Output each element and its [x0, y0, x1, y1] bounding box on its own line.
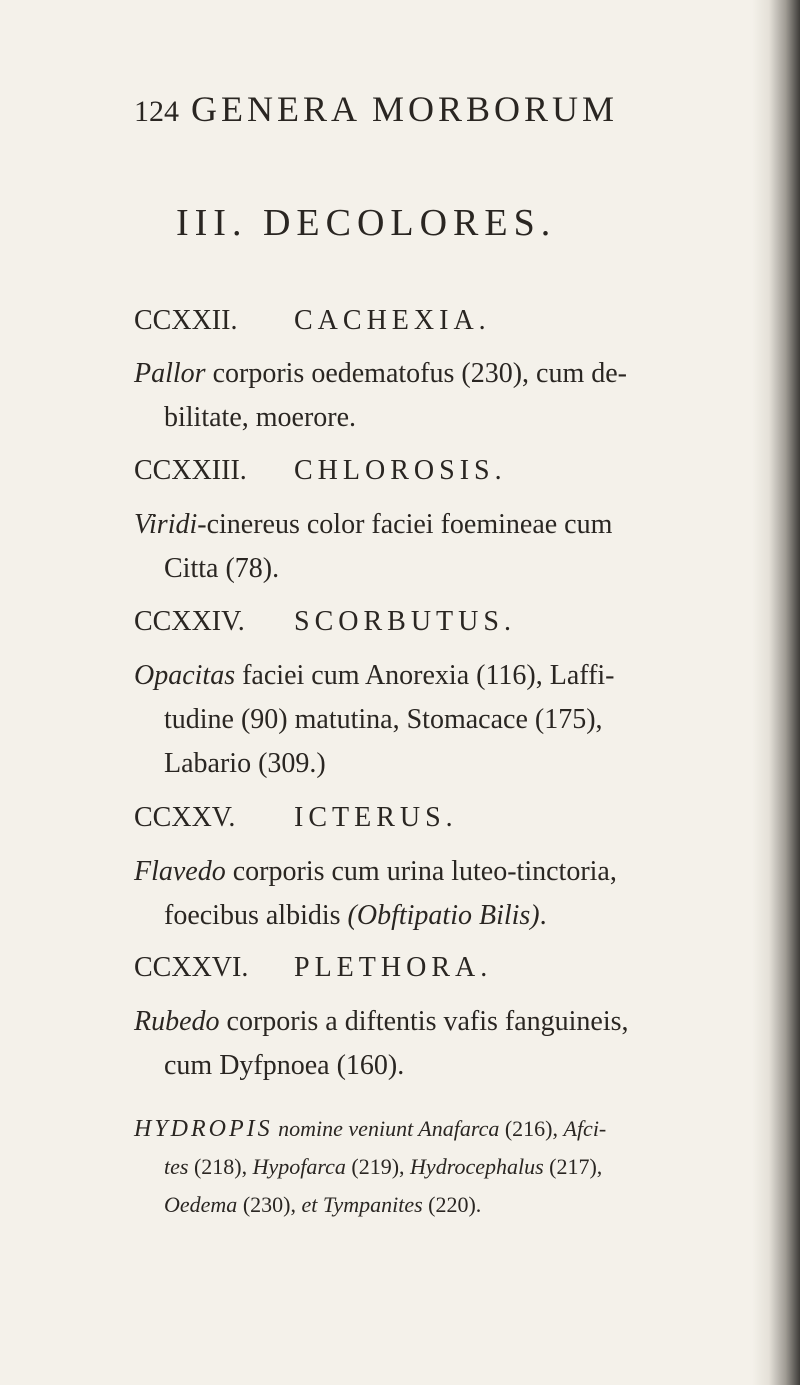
- entry-description: [134, 850, 774, 938]
- entry-text-continued: cum Dyfpnoea (160).: [164, 1050, 405, 1081]
- note-line: [134, 1148, 774, 1186]
- entry-text-part: .: [539, 900, 547, 931]
- note-text-italic: tes: [164, 1154, 189, 1179]
- note-text-italic: et Tympanites: [301, 1192, 423, 1217]
- note-text: (220).: [422, 1192, 482, 1217]
- running-title: GENERA MORBORUM: [191, 89, 619, 129]
- entry-text-italic: (Obftipatio Bilis): [347, 900, 540, 931]
- entry-description: [134, 503, 774, 591]
- note-text: (216),: [499, 1116, 564, 1141]
- note-text: (218),: [188, 1154, 253, 1179]
- note-text: (217),: [543, 1154, 603, 1179]
- entry-text: corporis a diftentis vafis fanguineis,: [219, 1006, 629, 1037]
- entry-number: CCXXII.: [134, 305, 238, 336]
- entry-text-part: foecibus albidis: [164, 900, 348, 931]
- section-title: III. DECOLORES.: [176, 202, 557, 244]
- entry-name: SCORBUTUS.: [294, 606, 516, 637]
- note-keyword: HYDROPIS: [134, 1116, 273, 1142]
- running-header: [134, 88, 618, 130]
- note-text-italic: Hypofarca: [252, 1154, 346, 1179]
- entry-heading: [134, 952, 492, 984]
- note-text: (230),: [237, 1192, 302, 1217]
- entry-text-continued: bilitate, moerore.: [164, 402, 357, 433]
- entry-number: CCXXV.: [134, 802, 236, 833]
- entry-number: CCXXIII.: [134, 455, 247, 486]
- entry-name: PLETHORA.: [294, 952, 493, 983]
- entry-keyword: Rubedo: [134, 1006, 220, 1037]
- entry-description: [134, 654, 774, 786]
- entry-name: CHLOROSIS.: [294, 455, 507, 486]
- entry-number: CCXXIV.: [134, 606, 245, 637]
- entry-text-continued: Citta (78).: [164, 553, 280, 584]
- entry-text-continued: tudine (90) matutina, Stomacace (175),: [164, 704, 603, 735]
- note-text-italic: Afci-: [563, 1116, 607, 1141]
- entry-number: CCXXVI.: [134, 952, 249, 983]
- note-line: [134, 1186, 774, 1224]
- entry-heading: [134, 802, 458, 834]
- entry-heading: [134, 305, 491, 337]
- entry-description: [134, 352, 774, 440]
- hydrops-note: [134, 1110, 774, 1224]
- entry-text: corporis cum urina luteo-tinctoria,: [225, 856, 617, 887]
- entry-text: corporis oedematofus (230), cum de-: [205, 358, 627, 389]
- entry-keyword: Viridi-: [134, 509, 207, 540]
- entry-text: cinereus color faciei foemineae cum: [206, 509, 613, 540]
- note-text-italic: Oedema: [164, 1192, 238, 1217]
- entry-text-continued: Labario (309.): [164, 748, 326, 779]
- note-text: (219),: [345, 1154, 411, 1179]
- entry-heading: [134, 455, 507, 487]
- entry-text-continued: [134, 894, 774, 938]
- entry-text: faciei cum Anorexia (116), Laffi-: [235, 660, 615, 691]
- entry-name: CACHEXIA.: [294, 305, 491, 336]
- entry-name: ICTERUS.: [294, 802, 458, 833]
- note-text-italic: Hydrocephalus: [410, 1154, 544, 1179]
- page-number: 124: [134, 95, 179, 128]
- entry-heading: [134, 606, 516, 638]
- entry-description: [134, 1000, 774, 1088]
- entry-keyword: Opacitas: [134, 660, 236, 691]
- note-text-italic: nomine veniunt Anafarca: [272, 1116, 500, 1141]
- entry-keyword: Pallor: [134, 358, 206, 389]
- entry-keyword: Flavedo: [134, 856, 226, 887]
